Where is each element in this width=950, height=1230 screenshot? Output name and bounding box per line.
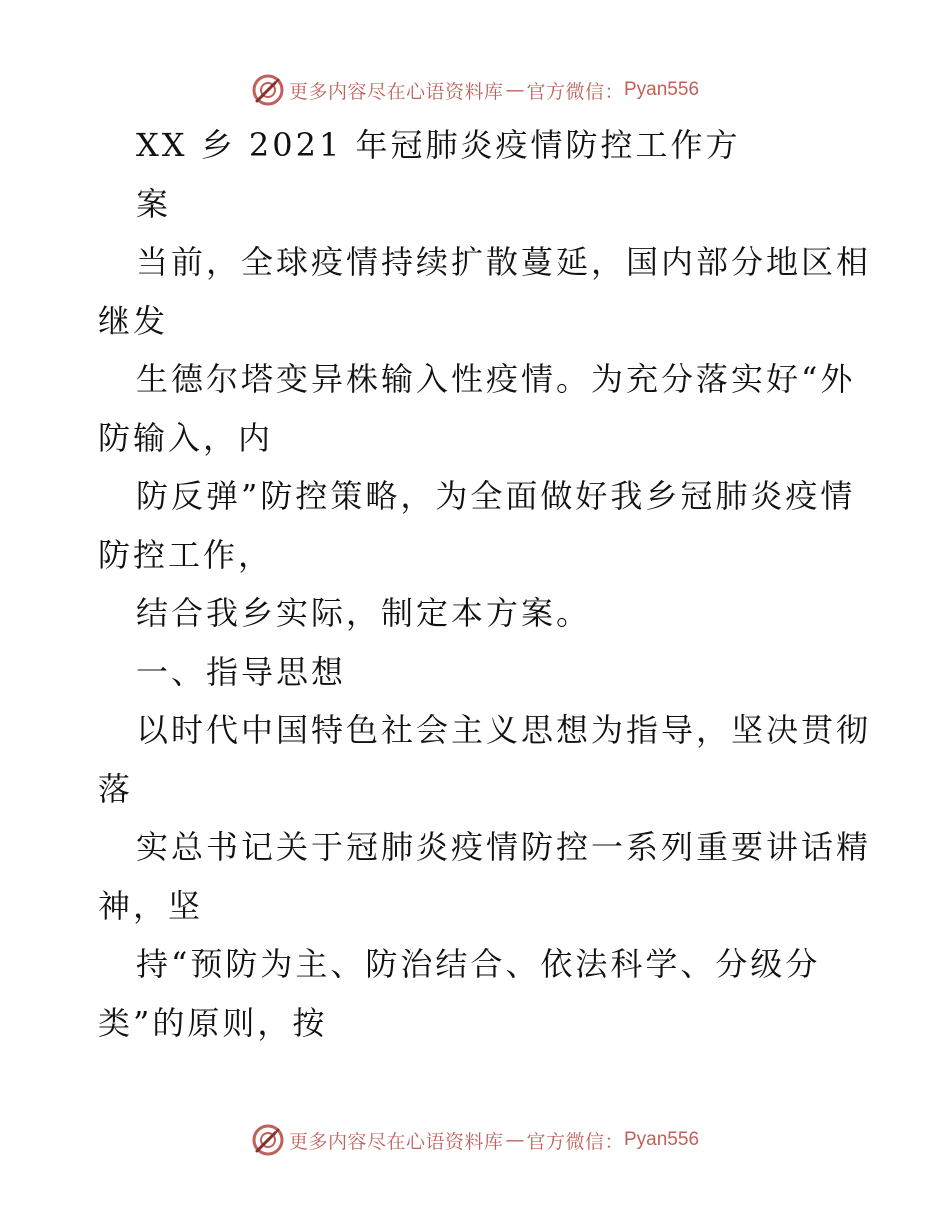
watermark-text: 更多内容尽在心语资料库 (288, 80, 504, 103)
watermark-suffix: 官方微信： (526, 80, 624, 103)
paragraph-line: 神，坚 (98, 886, 204, 925)
document-body (98, 116, 872, 1052)
footer-watermark (0, 1120, 950, 1160)
brand-logo-icon (251, 1123, 285, 1157)
paragraph-line: 防输入，内 (98, 418, 274, 457)
paragraph-line: 继发 (98, 301, 169, 340)
paragraph-line: 以时代中国特色社会主义思想为指导，坚决贯彻 (136, 711, 872, 749)
paragraph-line: 防控工作， (98, 535, 274, 574)
header-watermark (0, 70, 950, 110)
watermark-suffix: 官方微信： (526, 1130, 624, 1153)
paragraph-line: 实总书记关于冠肺炎疫情防控一系列重要讲话精 (136, 828, 872, 866)
section-heading: 一、指导思想 (136, 652, 347, 691)
doc-title-line-2: 案 (136, 184, 172, 223)
paragraph-line: 防反弹”防控策略，为全面做好我乡冠肺炎疫情 (136, 477, 856, 515)
paragraph-line: 当前，全球疫情持续扩散蔓延，国内部分地区相 (136, 243, 872, 281)
watermark-dash: — (505, 79, 525, 101)
brand-logo-icon (251, 73, 285, 107)
doc-title-line-1: XX 乡 2021 年冠肺炎疫情防控工作方 (136, 126, 741, 164)
watermark-text: 更多内容尽在心语资料库 (288, 1130, 504, 1153)
watermark-account: Pyan556 (624, 79, 700, 100)
paragraph-line: 类”的原则，按 (98, 1003, 328, 1042)
paragraph-line: 生德尔塔变异株输入性疫情。为充分落实好“外 (136, 360, 856, 398)
paragraph-line: 落 (98, 769, 134, 808)
watermark-account: Pyan556 (624, 1129, 700, 1150)
paragraph-line: 结合我乡实际，制定本方案。 (136, 594, 592, 632)
watermark-dash: — (505, 1129, 525, 1151)
paragraph-line: 持“预防为主、防治结合、依法科学、分级分 (136, 945, 821, 983)
